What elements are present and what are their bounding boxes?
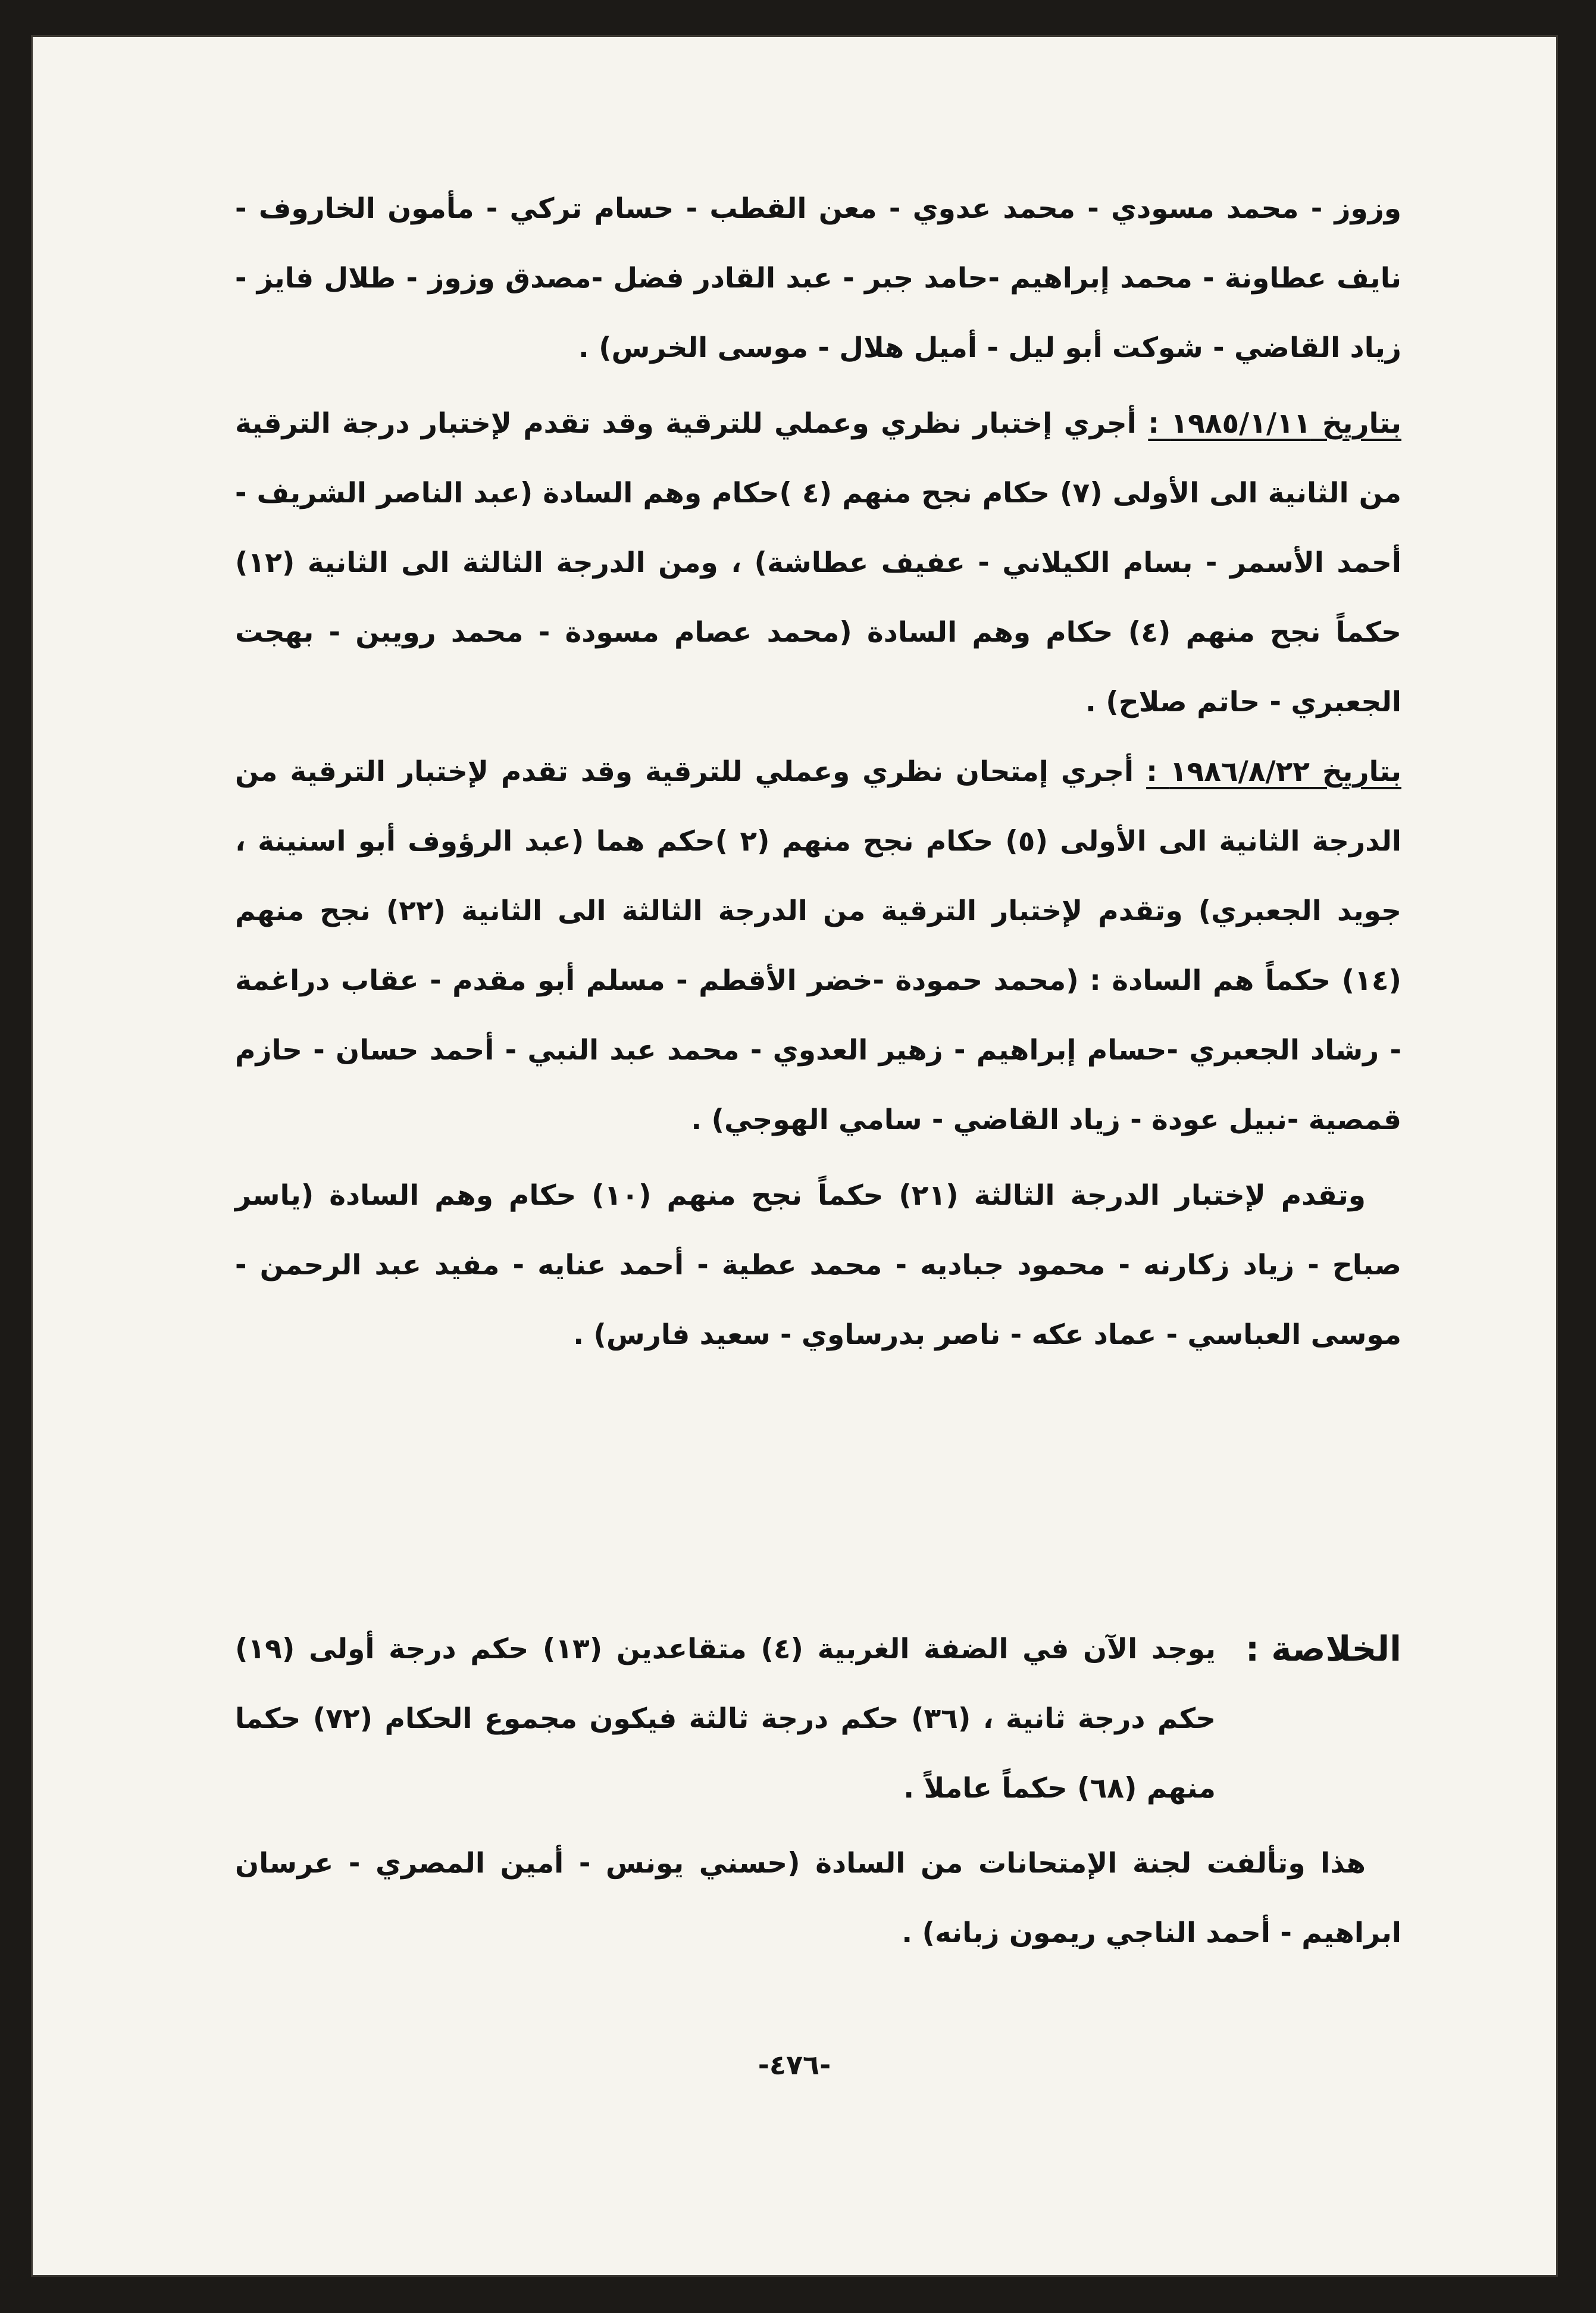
paragraph-members-list: وزوز - محمد مسودي - محمد عدوي - معن القطب - حسام تركي - مأمون الخاروف - نايف عطاونة - محمد إبراهيم -حامد جبر - عبد القادر فضل -مصدق وزوز - طلال فايز - زياد القاضي - شوكت أبو ليل - أميل هلال - موسى الخرس) .	[235, 192, 1401, 364]
paragraph-1986-exam-text: أجري إمتحان نظري وعملي للترقية وقد تقدم لإختبار الترقية من الدرجة الثانية الى الأولى (٥) حكام نجح منهم (٢ )حكم هما (عبد الرؤوف أبو اسنينة ، جويد الجعبري) وتقدم لإختبار الترقية من الدرجة الثالثة الى الثانية (٢٢) نجح منهم (١٤) حكماً هم السادة : (محمد حمودة -خضر الأقطم - مسلم أبو مقدم - عقاب دراغمة - رشاد الجعبري -حسام إبراهيم - زهير العدوي - محمد عبد النبي - أحمد حسان - حازم قمصية -نبيل عودة - زياد القاضي - سامي الهوجي) .	[235, 755, 1401, 1136]
summary-text: يوجد الآن في الضفة الغربية (٤) متقاعدين (١٣) حكم درجة أولى (١٩) حكم درجة ثانية ، (٣٦) حكم درجة ثالثة فيكون مجموع الحكام (٧٢) حكما منهم (٦٨) حكماً عاملاً .	[235, 1633, 1216, 1805]
date-1985: بتاريخ ١٩٨٥/١/١١ :	[1148, 407, 1401, 440]
summary-label: الخلاصة :	[1245, 1629, 1401, 1669]
paragraph-1986-exam	[235, 737, 1401, 1155]
paragraph-third-degree: وتقدم لإختبار الدرجة الثالثة (٢١) حكماً نجح منهم (١٠) حكام وهم السادة (ياسر صباح - زياد زكارنه - محمود جباديه - محمد عطية - أحمد عنايه - مفيد عبد الرحمن - موسى العباسي - عماد عكه - ناصر بدرساوي - سعيد فارس) .	[235, 1179, 1401, 1351]
paragraph-committee: هذا وتألفت لجنة الإمتحانات من السادة (حسني يونس - أمين المصري - عرسان ابراهيم - أحمد الناجي ريمون زبانه) .	[235, 1847, 1401, 1949]
paragraph-1985-exam	[235, 389, 1401, 737]
committee-text	[235, 1828, 1401, 1968]
summary-section	[235, 1614, 1401, 1823]
paragraph-1985-exam-text: أجري إختبار نظري وعملي للترقية وقد تقدم لإختبار درجة الترقية من الثانية الى الأولى (٧) حكام نجح منهم (٤ )حكام وهم السادة (عبد الناصر الشريف - أحمد الأسمر - بسام الكيلاني - عفيف عطاشة) ، ومن الدرجة الثالثة الى الثانية (١٢) حكماً نجح منهم (٤) حكام وهم السادة (محمد عصام مسودة - محمد رويبن - بهجت الجعبري - حاتم صلاح) .	[235, 407, 1401, 718]
page-number: -٤٧٦-	[758, 2049, 831, 2081]
document-page	[33, 37, 1556, 2275]
date-1986: بتاريخ ١٩٨٦/٨/٢٢ :	[1146, 755, 1401, 788]
body-text	[235, 174, 1401, 1370]
